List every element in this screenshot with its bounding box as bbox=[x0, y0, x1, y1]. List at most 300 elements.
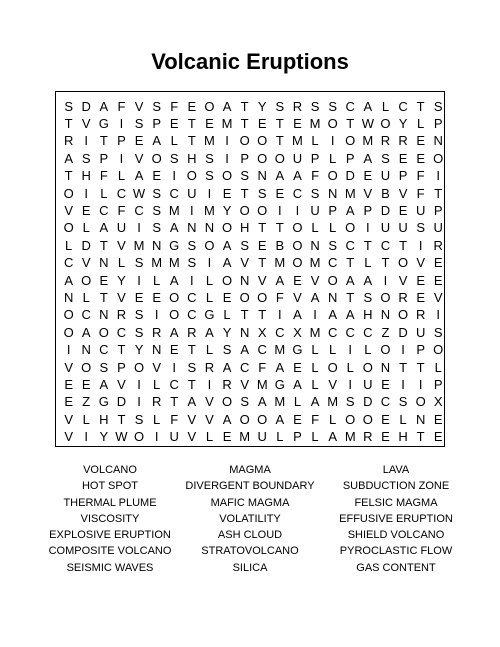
grid-letter: L bbox=[346, 359, 354, 375]
word-list-item: SUBDUCTION ZONE bbox=[342, 480, 450, 493]
grid-letter: U bbox=[116, 220, 127, 236]
grid-letter: X bbox=[257, 324, 267, 340]
grid-letter: M bbox=[274, 255, 286, 271]
grid-letter: I bbox=[84, 133, 89, 149]
grid-row bbox=[56, 376, 444, 394]
grid-letter: P bbox=[117, 133, 126, 149]
grid-letter: H bbox=[239, 220, 250, 236]
grid-letter: X bbox=[293, 324, 302, 340]
grid-letter: A bbox=[99, 220, 109, 236]
grid-letter: F bbox=[99, 168, 108, 184]
grid-letter: S bbox=[222, 342, 232, 358]
grid-row bbox=[56, 428, 444, 446]
grid-letter: R bbox=[415, 307, 426, 323]
grid-letter: O bbox=[221, 394, 233, 410]
grid-letter: L bbox=[311, 429, 319, 445]
grid-letter: A bbox=[328, 307, 337, 323]
grid-letter: I bbox=[436, 307, 441, 323]
grid-letter: C bbox=[327, 324, 338, 340]
word-list-item: COMPOSITE VOLCANO bbox=[48, 545, 172, 558]
grid-letter: T bbox=[346, 255, 355, 271]
grid-letter: I bbox=[330, 133, 335, 149]
grid-letter: E bbox=[99, 272, 109, 288]
grid-letter: E bbox=[81, 202, 91, 218]
grid-row bbox=[56, 132, 444, 150]
word-list-item: MAFIC MAGMA bbox=[210, 496, 290, 509]
grid-letter: A bbox=[152, 133, 161, 149]
grid-letter: S bbox=[310, 98, 320, 114]
grid-letter: T bbox=[240, 185, 249, 201]
grid-letter: V bbox=[117, 376, 126, 392]
grid-letter: V bbox=[187, 429, 197, 445]
grid-letter: O bbox=[63, 307, 74, 323]
grid-letter: S bbox=[345, 394, 355, 410]
grid-letter: P bbox=[99, 150, 109, 166]
word-list-item: SEISMIC WAVES bbox=[66, 561, 154, 574]
grid-row bbox=[56, 237, 444, 255]
grid-letter: T bbox=[170, 394, 179, 410]
grid-letter: N bbox=[257, 168, 267, 184]
grid-letter: U bbox=[310, 202, 320, 218]
word-list-item: GAS CONTENT bbox=[356, 561, 436, 574]
grid-letter: I bbox=[207, 255, 212, 271]
grid-letter: S bbox=[398, 394, 408, 410]
grid-letter: V bbox=[398, 272, 408, 288]
grid-letter: O bbox=[169, 289, 180, 305]
grid-letter: V bbox=[187, 411, 197, 427]
letter-grid bbox=[55, 91, 445, 447]
grid-letter: I bbox=[348, 342, 353, 358]
grid-letter: A bbox=[99, 98, 109, 114]
grid-letter: P bbox=[310, 150, 320, 166]
grid-letter: O bbox=[380, 289, 391, 305]
grid-letter: C bbox=[134, 202, 144, 218]
grid-letter: A bbox=[363, 272, 373, 288]
grid-letter: S bbox=[152, 220, 161, 236]
grid-letter: U bbox=[169, 429, 179, 445]
grid-letter: O bbox=[186, 168, 197, 184]
grid-letter: U bbox=[415, 324, 426, 340]
grid-letter: V bbox=[134, 98, 144, 114]
grid-letter: V bbox=[64, 359, 73, 375]
grid-letter: E bbox=[222, 429, 232, 445]
grid-letter: L bbox=[117, 168, 126, 184]
grid-letter: T bbox=[240, 307, 249, 323]
grid-letter: O bbox=[63, 220, 74, 236]
grid-letter: F bbox=[275, 289, 284, 305]
grid-letter: C bbox=[380, 237, 391, 253]
grid-letter: O bbox=[257, 202, 268, 218]
grid-letter: I bbox=[401, 342, 405, 358]
grid-letter: E bbox=[293, 272, 302, 288]
grid-letter: N bbox=[63, 289, 74, 305]
grid-letter: L bbox=[311, 359, 319, 375]
grid-letter: H bbox=[81, 168, 91, 184]
grid-letter: E bbox=[416, 150, 425, 166]
grid-letter: D bbox=[81, 98, 91, 114]
grid-letter: L bbox=[82, 220, 90, 236]
grid-letter: S bbox=[381, 150, 390, 166]
grid-letter: M bbox=[239, 429, 251, 445]
grid-letter: T bbox=[187, 342, 196, 358]
grid-letter: S bbox=[240, 394, 249, 410]
grid-letter: Y bbox=[398, 115, 408, 131]
grid-letter: A bbox=[275, 359, 285, 375]
grid-letter: T bbox=[416, 359, 425, 375]
grid-letter: V bbox=[81, 115, 91, 131]
grid-letter: I bbox=[190, 202, 194, 218]
grid-letter: V bbox=[205, 394, 214, 410]
grid-letter: I bbox=[313, 307, 317, 323]
grid-letter: O bbox=[433, 342, 444, 358]
grid-letter: V bbox=[117, 237, 126, 253]
grid-letter: L bbox=[153, 411, 161, 427]
grid-letter: A bbox=[222, 359, 232, 375]
grid-letter: T bbox=[187, 133, 196, 149]
grid-letter: U bbox=[433, 220, 443, 236]
grid-letter: L bbox=[276, 429, 284, 445]
grid-letter: S bbox=[134, 307, 144, 323]
grid-letter: L bbox=[417, 115, 425, 131]
word-column-2 bbox=[165, 462, 335, 576]
grid-letter: V bbox=[64, 411, 73, 427]
grid-letter: B bbox=[381, 185, 390, 201]
grid-letter: A bbox=[363, 150, 373, 166]
grid-letter: Y bbox=[222, 202, 232, 218]
grid-letter: F bbox=[170, 411, 179, 427]
grid-letter: O bbox=[239, 411, 250, 427]
grid-letter: R bbox=[363, 429, 373, 445]
grid-letter: V bbox=[257, 272, 267, 288]
grid-letter: A bbox=[293, 168, 302, 184]
grid-letter: O bbox=[380, 115, 391, 131]
grid-letter: A bbox=[345, 202, 355, 218]
grid-letter: C bbox=[398, 98, 408, 114]
grid-letter: S bbox=[416, 220, 425, 236]
grid-letter: U bbox=[380, 220, 391, 236]
grid-letter: M bbox=[133, 237, 145, 253]
grid-letter: R bbox=[433, 237, 443, 253]
grid-letter: E bbox=[275, 185, 285, 201]
grid-row bbox=[56, 254, 444, 272]
grid-row bbox=[56, 167, 444, 185]
grid-row bbox=[56, 289, 444, 307]
grid-letter: O bbox=[257, 289, 268, 305]
grid-letter: L bbox=[329, 150, 337, 166]
grid-letter: L bbox=[82, 411, 90, 427]
grid-letter: O bbox=[415, 394, 426, 410]
grid-letter: V bbox=[152, 359, 161, 375]
grid-letter: A bbox=[275, 272, 285, 288]
grid-row bbox=[56, 150, 444, 168]
grid-letter: A bbox=[134, 168, 144, 184]
grid-letter: P bbox=[152, 115, 161, 131]
grid-letter: S bbox=[205, 168, 214, 184]
grid-letter: E bbox=[169, 115, 179, 131]
grid-letter: E bbox=[205, 115, 214, 131]
grid-letter: M bbox=[221, 115, 233, 131]
grid-letter: S bbox=[433, 98, 443, 114]
grid-letter: X bbox=[433, 394, 443, 410]
grid-letter: I bbox=[154, 307, 159, 323]
grid-letter: U bbox=[363, 376, 373, 392]
grid-letter: L bbox=[311, 220, 319, 236]
grid-letter: L bbox=[293, 394, 302, 410]
grid-letter: A bbox=[169, 272, 179, 288]
grid-letter: C bbox=[169, 185, 179, 201]
word-list-item: VISCOSITY bbox=[80, 512, 140, 525]
grid-letter: L bbox=[100, 185, 108, 201]
grid-letter: C bbox=[275, 324, 285, 340]
grid-letter: L bbox=[311, 376, 319, 392]
grid-letter: O bbox=[327, 359, 338, 375]
grid-letter: L bbox=[311, 133, 319, 149]
grid-row bbox=[56, 341, 444, 359]
grid-letter: C bbox=[345, 324, 355, 340]
grid-letter: O bbox=[257, 133, 268, 149]
grid-letter: M bbox=[327, 394, 339, 410]
grid-letter: N bbox=[151, 342, 162, 358]
grid-letter: S bbox=[240, 237, 249, 253]
grid-letter: C bbox=[99, 342, 109, 358]
grid-letter: E bbox=[293, 359, 302, 375]
grid-letter: E bbox=[257, 115, 267, 131]
grid-letter: I bbox=[418, 237, 423, 253]
grid-letter: T bbox=[99, 289, 108, 305]
grid-letter: M bbox=[168, 255, 180, 271]
grid-letter: I bbox=[137, 220, 141, 236]
grid-letter: I bbox=[366, 220, 370, 236]
grid-letter: P bbox=[328, 202, 337, 218]
grid-letter: L bbox=[329, 342, 337, 358]
grid-letter: M bbox=[309, 115, 321, 131]
grid-letter: D bbox=[363, 394, 373, 410]
grid-letter: O bbox=[327, 168, 338, 184]
grid-letter: T bbox=[240, 98, 249, 114]
grid-letter: T bbox=[99, 133, 108, 149]
grid-letter: I bbox=[207, 185, 212, 201]
grid-letter: F bbox=[311, 411, 320, 427]
page-title: Volcanic Eruptions bbox=[151, 49, 349, 74]
grid-letter: A bbox=[310, 394, 320, 410]
grid-letter: E bbox=[398, 202, 408, 218]
grid-letter: A bbox=[169, 220, 179, 236]
grid-letter: S bbox=[363, 289, 373, 305]
grid-letter: E bbox=[169, 342, 179, 358]
grid-letter: Z bbox=[381, 324, 390, 340]
grid-letter: F bbox=[170, 98, 179, 114]
grid-letter: W bbox=[361, 115, 374, 131]
grid-letter: C bbox=[99, 202, 109, 218]
word-list-item: PYROCLASTIC FLOW bbox=[339, 545, 453, 558]
word-list-item: VOLCANO bbox=[83, 464, 137, 476]
grid-letter: P bbox=[293, 429, 302, 445]
grid-letter: S bbox=[433, 324, 443, 340]
grid-letter: O bbox=[292, 220, 303, 236]
grid-letter: R bbox=[398, 289, 408, 305]
grid-letter: T bbox=[399, 359, 408, 375]
grid-letter: D bbox=[81, 237, 91, 253]
grid-letter: V bbox=[310, 272, 320, 288]
grid-letter: F bbox=[416, 168, 425, 184]
grid-letter: S bbox=[328, 237, 337, 253]
grid-letter: W bbox=[132, 185, 146, 201]
grid-letter: F bbox=[117, 202, 126, 218]
grid-letter: I bbox=[172, 168, 177, 184]
word-list-item: MAGMA bbox=[229, 464, 271, 476]
grid-letter: V bbox=[117, 289, 126, 305]
grid-letter: P bbox=[240, 150, 249, 166]
grid-letter: N bbox=[99, 255, 109, 271]
grid-letter: S bbox=[257, 185, 267, 201]
grid-letter: G bbox=[169, 237, 180, 253]
grid-letter: G bbox=[204, 307, 215, 323]
grid-letter: O bbox=[221, 168, 233, 184]
grid-letter: O bbox=[362, 411, 373, 427]
grid-letter: V bbox=[363, 185, 373, 201]
grid-letter: M bbox=[309, 255, 321, 271]
word-list-item: DIVERGENT BOUNDARY bbox=[185, 480, 315, 493]
grid-letter: A bbox=[187, 394, 197, 410]
grid-letter: S bbox=[240, 168, 249, 184]
grid-letter: E bbox=[381, 429, 390, 445]
grid-letter: N bbox=[239, 272, 250, 288]
grid-letter: C bbox=[169, 376, 179, 392]
grid-letter: R bbox=[151, 394, 162, 410]
grid-letter: M bbox=[274, 342, 286, 358]
grid-letter: P bbox=[345, 150, 355, 166]
grid-row bbox=[56, 393, 444, 411]
grid-letter: W bbox=[115, 429, 128, 445]
grid-letter: I bbox=[137, 376, 141, 392]
grid-letter: E bbox=[416, 272, 425, 288]
grid-letter: T bbox=[258, 220, 267, 236]
grid-letter: T bbox=[381, 255, 390, 271]
grid-letter: M bbox=[362, 133, 374, 149]
grid-letter: N bbox=[415, 411, 426, 427]
grid-letter: E bbox=[152, 168, 161, 184]
grid-letter: A bbox=[310, 289, 320, 305]
grid-letter: O bbox=[362, 359, 373, 375]
grid-letter: S bbox=[275, 98, 285, 114]
grid-letter: O bbox=[81, 359, 92, 375]
grid-letter: S bbox=[152, 202, 161, 218]
grid-letter: Y bbox=[222, 324, 232, 340]
grid-letter: H bbox=[363, 307, 373, 323]
grid-letter: P bbox=[433, 202, 443, 218]
grid-letter: H bbox=[187, 150, 197, 166]
grid-row bbox=[56, 185, 444, 203]
grid-letter: S bbox=[152, 98, 161, 114]
grid-letter: T bbox=[187, 115, 196, 131]
grid-letter: I bbox=[436, 168, 441, 184]
grid-letter: F bbox=[258, 359, 267, 375]
grid-letter: O bbox=[345, 220, 356, 236]
grid-letter: V bbox=[64, 202, 73, 218]
grid-letter: D bbox=[380, 202, 391, 218]
grid-letter: A bbox=[81, 324, 91, 340]
grid-letter: S bbox=[187, 255, 197, 271]
grid-letter: A bbox=[222, 98, 232, 114]
grid-letter: L bbox=[381, 98, 390, 114]
grid-letter: O bbox=[169, 307, 180, 323]
grid-letter: I bbox=[84, 429, 89, 445]
grid-letter: O bbox=[151, 150, 162, 166]
grid-letter: E bbox=[433, 255, 443, 271]
grid-letter: P bbox=[117, 359, 126, 375]
word-list-item: FELSIC MAGMA bbox=[354, 496, 438, 509]
grid-letter: E bbox=[381, 376, 390, 392]
grid-letter: T bbox=[346, 115, 355, 131]
grid-letter: O bbox=[380, 342, 391, 358]
grid-letter: M bbox=[292, 133, 303, 149]
grid-letter: O bbox=[63, 324, 74, 340]
grid-letter: E bbox=[433, 429, 443, 445]
grid-letter: O bbox=[292, 255, 303, 271]
grid-letter: M bbox=[309, 324, 321, 340]
grid-letter: E bbox=[134, 133, 144, 149]
grid-letter: G bbox=[292, 342, 303, 358]
grid-letter: L bbox=[205, 289, 214, 305]
grid-letter: L bbox=[329, 220, 337, 236]
grid-letter: I bbox=[137, 272, 141, 288]
grid-letter: O bbox=[63, 185, 74, 201]
grid-letter: O bbox=[397, 255, 409, 271]
grid-letter: L bbox=[153, 272, 161, 288]
word-list-item: HOT SPOT bbox=[81, 480, 139, 493]
grid-letter: R bbox=[398, 133, 408, 149]
grid-letter: L bbox=[82, 289, 90, 305]
grid-letter: O bbox=[133, 429, 145, 445]
grid-letter: E bbox=[64, 394, 73, 410]
word-column-3 bbox=[311, 462, 481, 576]
grid-letter: V bbox=[240, 376, 249, 392]
grid-letter: L bbox=[205, 342, 214, 358]
grid-letter: U bbox=[292, 150, 303, 166]
grid-letter: T bbox=[275, 115, 284, 131]
grid-letter: L bbox=[205, 429, 214, 445]
grid-letter: A bbox=[345, 272, 355, 288]
grid-letter: S bbox=[64, 98, 73, 114]
grid-letter: E bbox=[222, 289, 232, 305]
grid-letter: A bbox=[64, 272, 73, 288]
grid-letter: S bbox=[134, 324, 144, 340]
grid-letter: O bbox=[327, 115, 338, 131]
grid-row bbox=[56, 272, 444, 290]
grid-letter: A bbox=[205, 324, 214, 340]
grid-letter: E bbox=[416, 133, 425, 149]
grid-letter: C bbox=[292, 185, 303, 201]
grid-letter: C bbox=[327, 255, 338, 271]
grid-letter: N bbox=[204, 220, 215, 236]
grid-letter: I bbox=[66, 342, 71, 358]
grid-letter: E bbox=[381, 411, 390, 427]
grid-letter: U bbox=[257, 429, 267, 445]
grid-letter: T bbox=[399, 237, 408, 253]
grid-letter: G bbox=[98, 115, 109, 131]
grid-letter: N bbox=[327, 289, 338, 305]
grid-letter: R bbox=[204, 359, 215, 375]
grid-letter: U bbox=[187, 185, 197, 201]
grid-letter: I bbox=[207, 376, 212, 392]
grid-letter: V bbox=[205, 411, 214, 427]
grid-letter: N bbox=[327, 185, 338, 201]
grid-letter: E bbox=[293, 115, 302, 131]
grid-letter: L bbox=[65, 237, 73, 253]
grid-letter: C bbox=[187, 289, 197, 305]
grid-letter: T bbox=[434, 185, 443, 201]
word-list-item: VOLATILITY bbox=[219, 512, 281, 525]
